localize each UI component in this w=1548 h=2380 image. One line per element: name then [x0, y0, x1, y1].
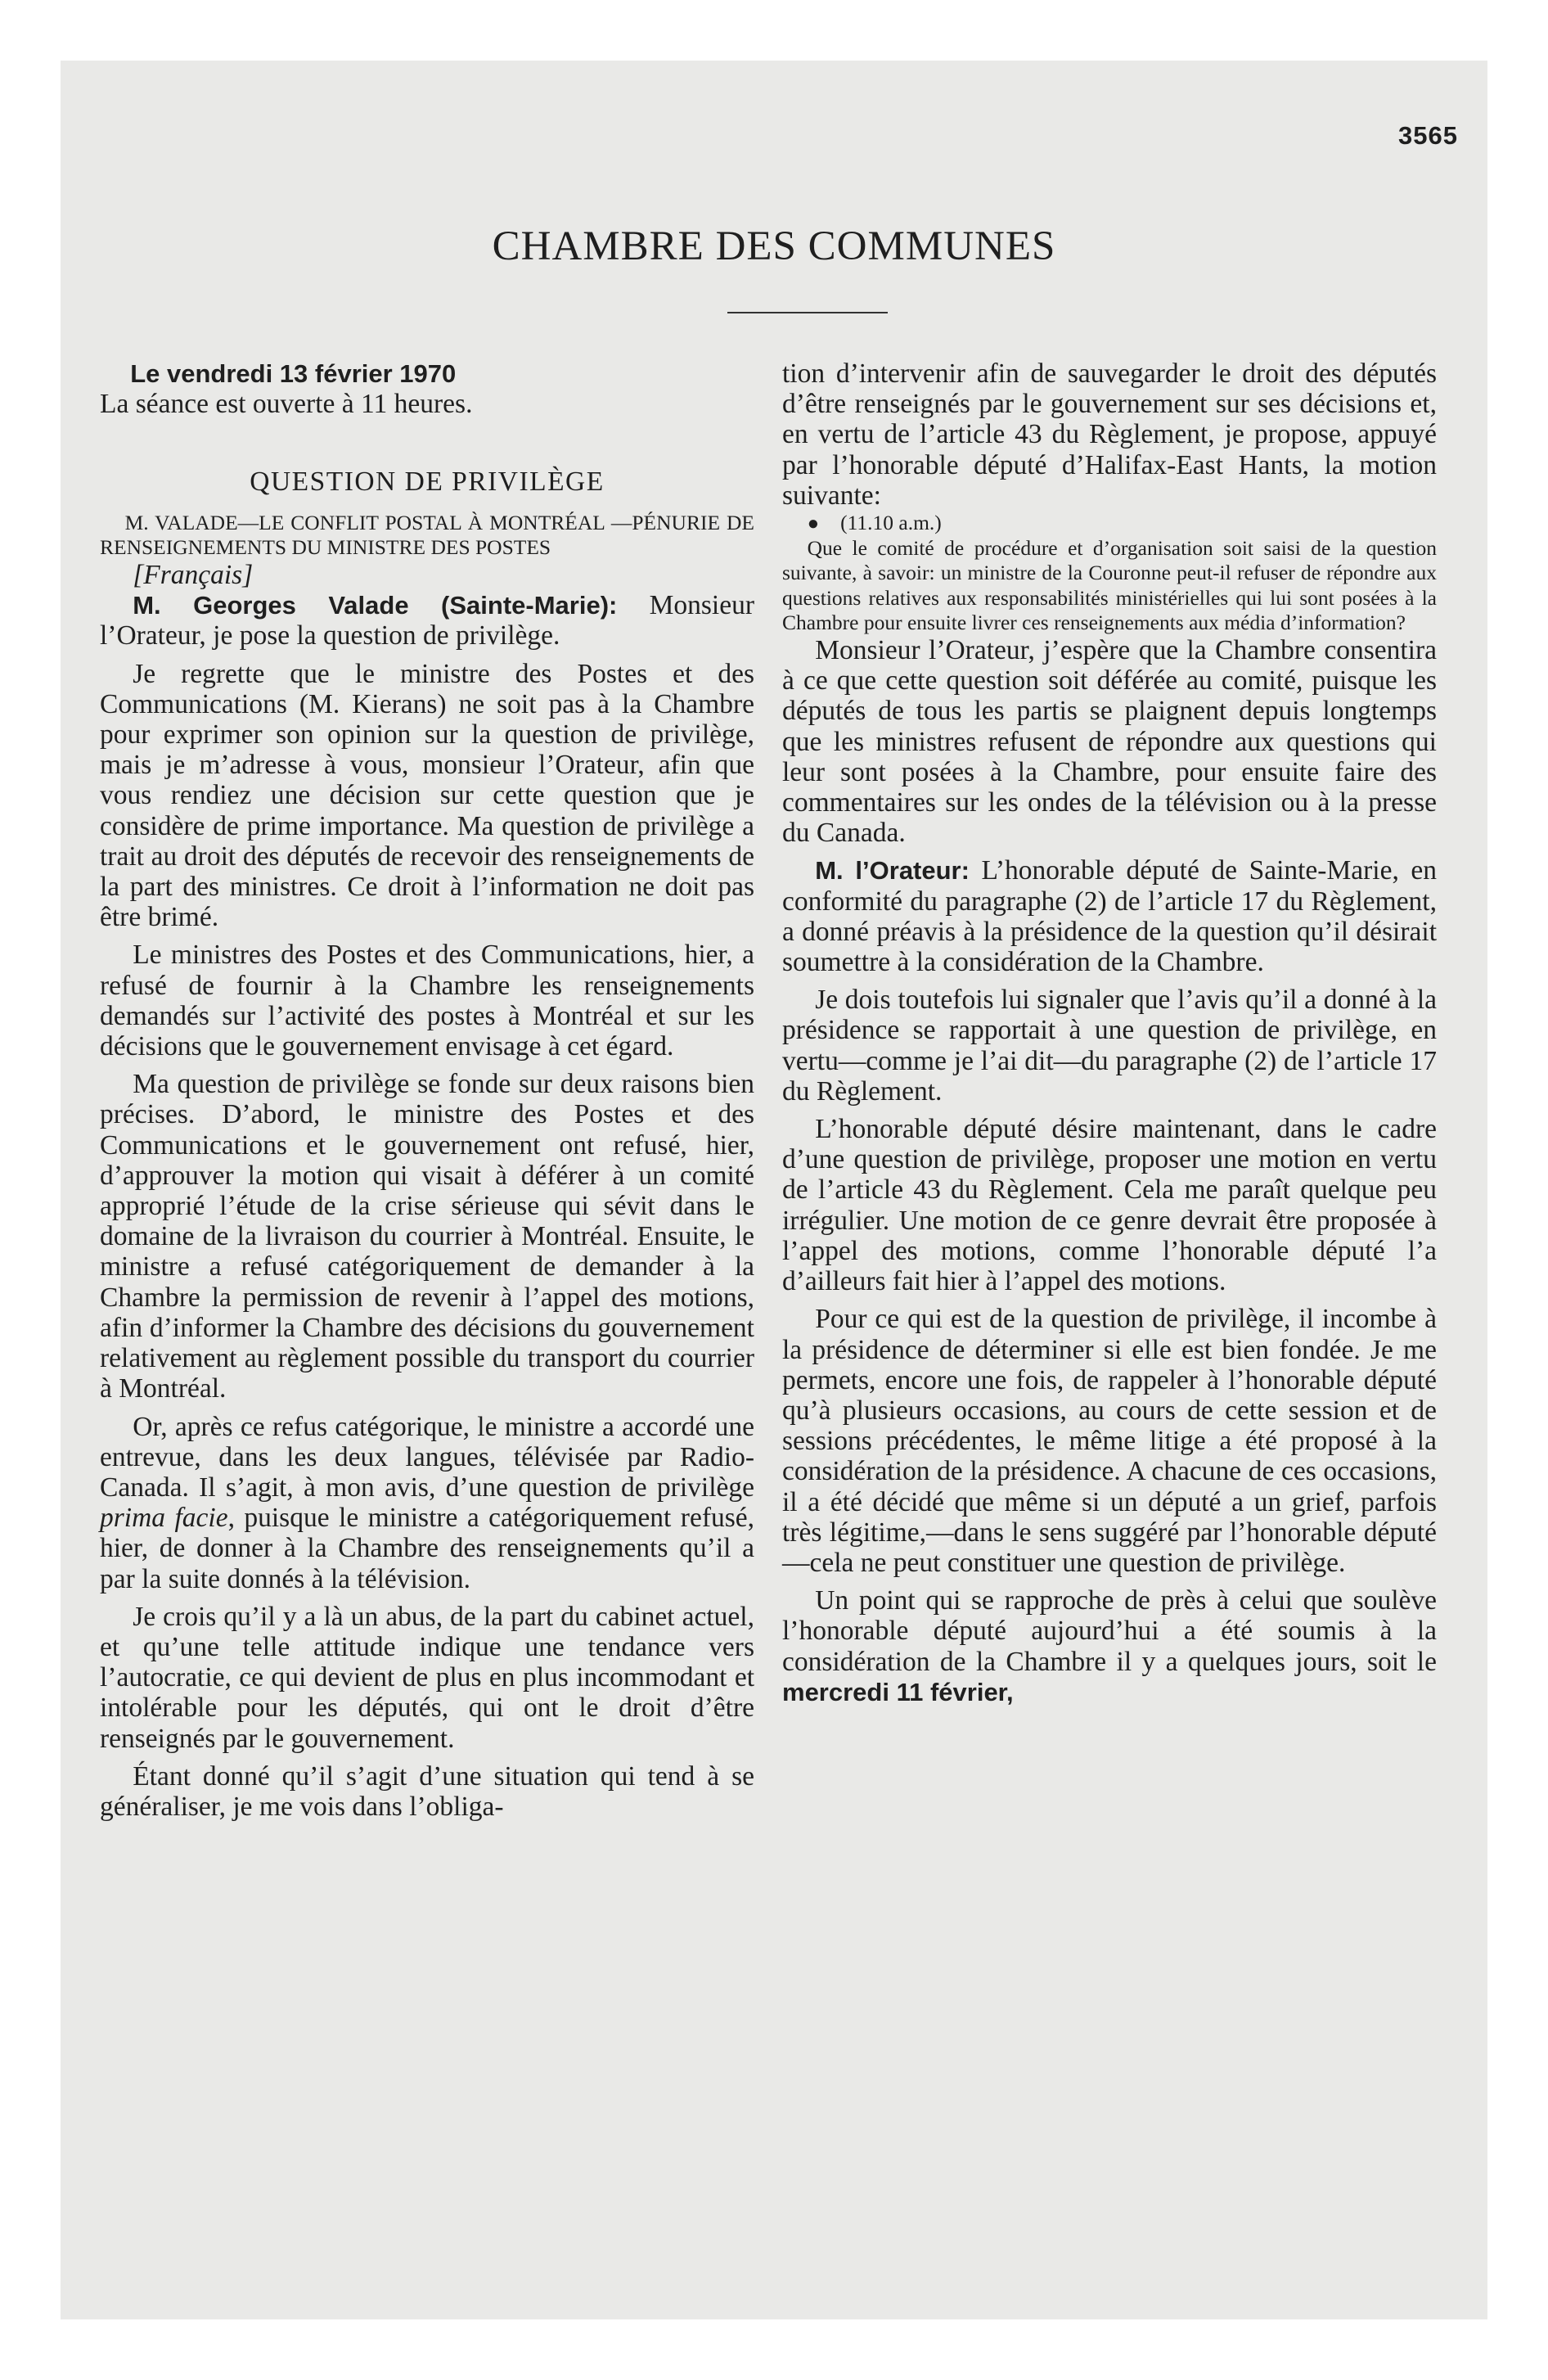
motion-text: Que le comité de procédure et d’organisation soit saisi de la question suivante, à savoir: un ministre de la Couronne peut-il refuser de répondre aux questions relatives aux responsabilités ministérielles qui lui sont posées à la Chambre pour ensuite livrer ces renseignements aux média d’information? [782, 536, 1437, 634]
bullet-icon: ● [807, 513, 820, 535]
paragraph-text: Or, après ce refus catégorique, le ministre a accordé une entrevue, dans les deux langues, télévisée par Radio-Canada. Il s’agit, à mon avis, d’une question de privilège [100, 1411, 754, 1503]
italic-phrase: prima facie [100, 1503, 228, 1534]
left-column [100, 358, 754, 1822]
paragraph-text: Un point qui se rapproche de près à celui que soulève l’honorable député aujourd’hui a été soumis à la considération de la Chambre il y a quelques jours, soit le [782, 1585, 1437, 1677]
speech-opening [782, 855, 1437, 977]
paragraph: Ma question de privilège se fonde sur deux raisons bien précises. D’abord, le ministre des Postes et des Communications et le gouvernement ont refusé, hier, d’approuver la motion qui visait à déférer à un comité approprié l’étude de la crise sérieuse qui sévit dans le domaine de la livraison du courrier à Montréal. Ensuite, le ministre a refusé catégoriquement de demander à la Chambre la permission de revenir à l’appel des motions, afin d’informer la Chambre des décisions du gouvernement relativement au règlement possible du transport du courrier à Montréal. [100, 1069, 754, 1404]
paragraph-text: , puisque le ministre a catégoriquement refusé, hier, de donner à la Chambre des renseignements qu’il a par la suite donnés à la télévision. [100, 1503, 755, 1594]
page-number: 3565 [1398, 121, 1458, 150]
paragraph [782, 1585, 1437, 1707]
language-tag: [Français] [133, 560, 254, 591]
sitting-date: Le vendredi 13 février 1970 [130, 359, 457, 388]
page-title: CHAMBRE DES COMMUNES [492, 223, 1056, 269]
bold-date: mercredi 11 février, [782, 1677, 1014, 1706]
paragraph: tion d’intervenir afin de sauvegarder le droit des députés d’être renseignés par le gouvernement sur ses décisions et, en vertu de l’article 43 du Règlement, je propose, appuyé par l’honorable député d’Halifax-East Hants, la motion suivante: [782, 358, 1437, 511]
paragraph: Monsieur l’Orateur, j’espère que la Chambre consentira à ce que cette question soit déférée au comité, puisque les députés de tous les partis se plaignent depuis longtemps que les ministres refusent de répondre aux questions qui leur sont posées à la Chambre, pour ensuite faire des commentaires sur les ondes de la télévision ou à la presse du Canada. [782, 635, 1437, 849]
paragraph: Je crois qu’il y a là un abus, de la part du cabinet actuel, et qu’une telle attitude indique une tendance vers l’autocratie, ce qui devient de plus en plus incommodant et intolérable pour les députés, qui ont le droit d’être renseignés par le gouvernement. [100, 1601, 754, 1754]
time-marker [782, 511, 1437, 536]
right-column [782, 358, 1437, 1707]
paragraph: Pour ce qui est de la question de privilège, il incombe à la présidence de déterminer si elle est bien fondée. Je me permets, encore une fois, de rappeler à l’honorable député qu’à plusieurs occasions, au cours de cette session et de sessions précédentes, le même litige a été proposé à la considération de la présidence. A chacune de ces occasions, il a été décidé que même si un député a un grief, parfois très légitime,—dans le sens suggéré par l’honorable député—cela ne peut constituer une question de privilège. [782, 1304, 1437, 1578]
paragraph: Le ministres des Postes et des Communications, hier, a refusé de fournir à la Chambre les renseignements demandés sur l’activité des postes à Montréal et sur les décisions que le gouvernement envisage à cet égard. [100, 940, 754, 1062]
paragraph: Étant donné qu’il s’agit d’une situation qui tend à se généraliser, je me vois dans l’obliga- [100, 1760, 754, 1822]
speech-text: L’honorable député de Sainte-Marie, en conformité du paragraphe (2) de l’article 17 du Règlement, a donné préavis à la présidence de la question qu’il désirait soumettre à la considération de la Chambre. [782, 855, 1437, 978]
speech-opening [100, 590, 754, 651]
paragraph: L’honorable député désire maintenant, dans le cadre d’une question de privilège, proposer une motion en vertu de l’article 43 du Règlement. Cela me paraît quelque peu irrégulier. Une motion de ce genre devrait être proposée à l’appel des motions, comme l’honorable député l’a d’ailleurs fait hier à l’appel des motions. [782, 1114, 1437, 1297]
subheading: M. VALADE—LE CONFLIT POSTAL À MONTRÉAL —PÉNURIE DE RENSEIGNEMENTS DU MINISTRE DES POSTES [100, 510, 754, 559]
speech-text: Monsieur l’Orateur, je pose la question de privilège. [100, 590, 754, 651]
time-marker-text: (11.10 a.m.) [840, 511, 942, 535]
speaker-name: M. l’Orateur: [815, 856, 970, 886]
opening-line: La séance est ouverte à 11 heures. [100, 389, 473, 420]
paragraph: Je regrette que le ministre des Postes et des Communications (M. Kierans) ne soit pas à la Chambre pour exprimer son opinion sur la question de privilège, mais je m’adresse à vous, monsieur l’Orateur, afin que vous rendiez une décision sur cette question que je considère de prime importance. Ma question de privilège a trait au droit des députés de recevoir des renseignements de la part des ministres. Ce droit à l’information ne doit pas être brimé. [100, 658, 754, 933]
paragraph [100, 1412, 754, 1594]
title-divider [727, 312, 888, 313]
speaker-name: M. Georges Valade (Sainte-Marie): [133, 591, 618, 620]
paragraph: Je dois toutefois lui signaler que l’avis qu’il a donné à la présidence se rapportait à une question de privilège, en vertu—comme je l’ai dit—du paragraphe (2) de l’article 17 du Règlement. [782, 985, 1437, 1107]
section-heading: QUESTION DE PRIVILÈGE [250, 467, 605, 498]
